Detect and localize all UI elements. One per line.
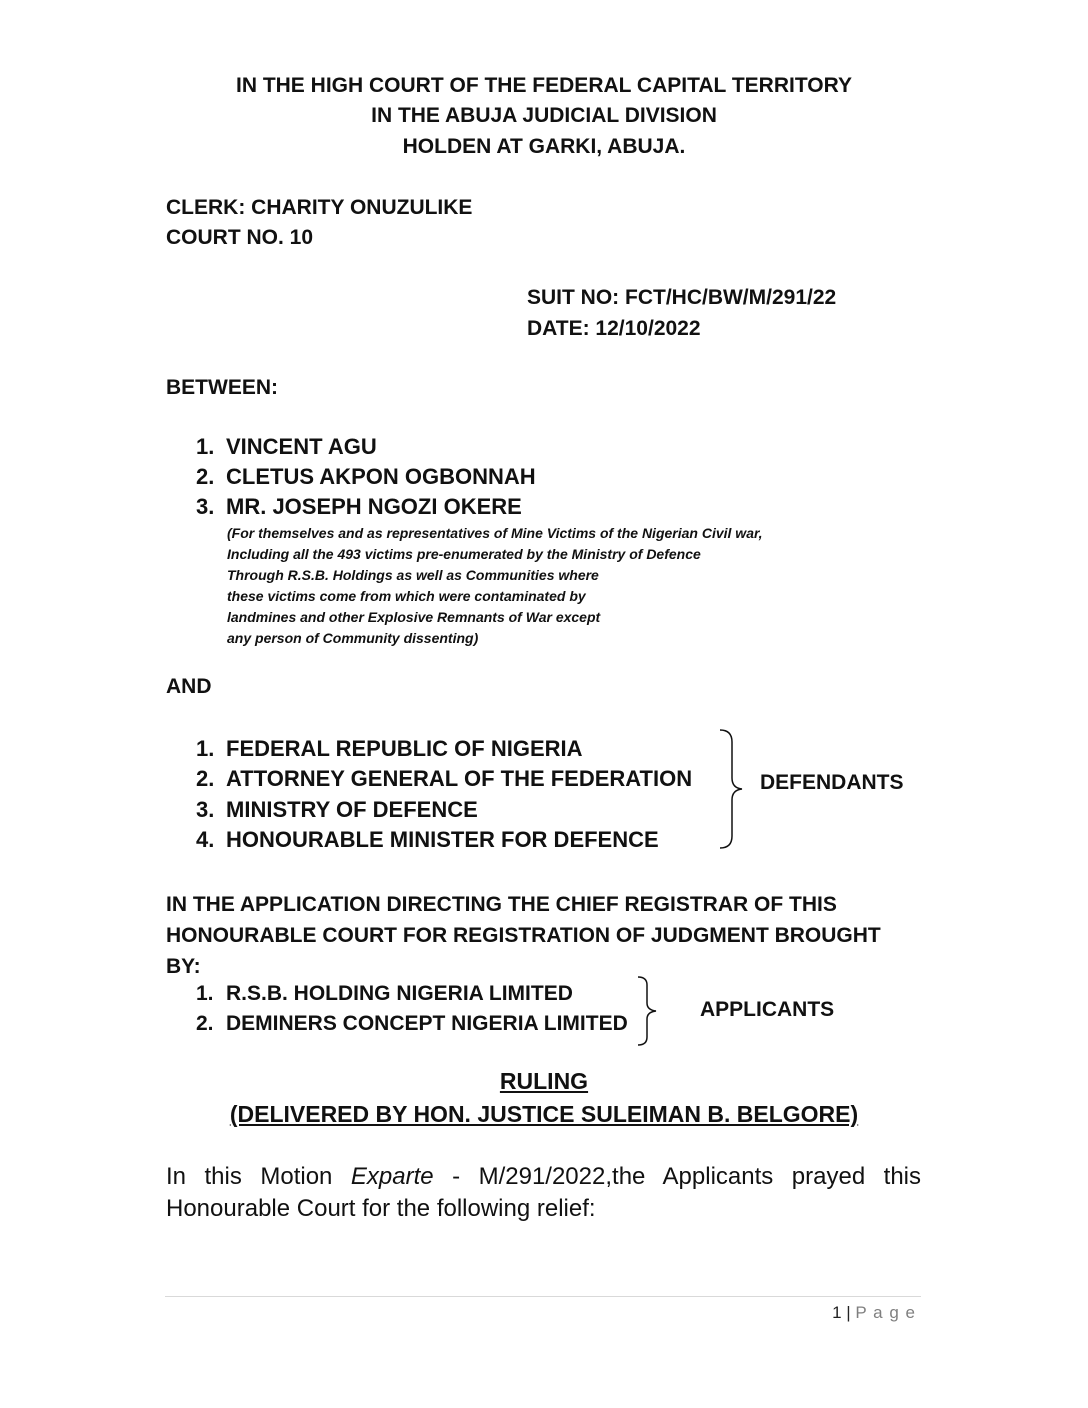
defendants-label: DEFENDANTS <box>760 771 904 794</box>
party-name: HONOURABLE MINISTER FOR DEFENCE <box>226 827 659 852</box>
footer-divider <box>165 1296 921 1297</box>
plaintiff-item <box>196 464 536 490</box>
ruling-date: DATE: 12/10/2022 <box>527 317 701 340</box>
court-title-line2: IN THE ABUJA JUDICIAL DIVISION <box>371 104 717 127</box>
defendant-item <box>196 827 659 853</box>
party-name: VINCENT AGU <box>226 434 377 459</box>
party-name: MINISTRY OF DEFENCE <box>226 797 478 822</box>
court-number: COURT NO. 10 <box>166 226 314 249</box>
note-line: these victims come from which were contaminated by <box>227 588 586 604</box>
note-line: landmines and other Explosive Remnants of War except <box>227 609 601 625</box>
list-number: 2. <box>196 766 215 791</box>
party-name: ATTORNEY GENERAL OF THE FEDERATION <box>226 766 693 791</box>
list-number: 2. <box>196 464 215 489</box>
note-line: (For themselves and as representatives of Mine Victims of the Nigerian Civil war, <box>227 525 763 541</box>
list-number: 2. <box>196 1012 214 1035</box>
ruling-title: RULING <box>499 1068 589 1094</box>
application-line: IN THE APPLICATION DIRECTING THE CHIEF REGISTRAR OF THIS <box>166 893 837 916</box>
body-text-italic: Exparte <box>350 1163 434 1190</box>
applicants-brace <box>632 975 662 1047</box>
defendant-item <box>196 797 478 823</box>
plaintiff-item <box>196 434 377 460</box>
plaintiff-item <box>196 494 522 520</box>
application-line: HONOURABLE COURT FOR REGISTRATION OF JUDGMENT BROUGHT <box>166 924 881 947</box>
applicant-item <box>196 982 573 1006</box>
suit-number: SUIT NO: FCT/HC/BW/M/291/22 <box>527 286 837 309</box>
application-line: BY: <box>166 955 201 978</box>
party-name: CLETUS AKPON OGBONNAH <box>226 464 536 489</box>
page-number: 1 <box>832 1303 842 1322</box>
applicant-item <box>196 1012 628 1036</box>
between-label: BETWEEN: <box>166 376 278 399</box>
list-number: 3. <box>196 494 215 519</box>
body-text-start: In this Motion <box>166 1163 351 1190</box>
party-name: FEDERAL REPUBLIC OF NIGERIA <box>226 736 583 761</box>
ruling-subtitle: (DELIVERED BY HON. JUSTICE SULEIMAN B. BELGORE) <box>229 1101 859 1127</box>
body-text-end: - M/291/2022,the Applicants prayed this Honourable Court for the following relief: <box>166 1163 922 1222</box>
page-label: P a g e <box>855 1303 916 1322</box>
defendant-item <box>196 766 692 792</box>
court-title-line1: IN THE HIGH COURT OF THE FEDERAL CAPITAL TERRITORY <box>235 74 852 97</box>
list-number: 1. <box>196 434 215 459</box>
note-line: Through R.S.B. Holdings as well as Communities where <box>227 567 599 583</box>
court-title-line3: HOLDEN AT GARKI, ABUJA. <box>402 135 686 158</box>
list-number: 1. <box>196 736 215 761</box>
representation-note <box>227 523 763 649</box>
defendants-brace <box>712 728 746 850</box>
party-name: R.S.B. HOLDING NIGERIA LIMITED <box>226 982 573 1005</box>
list-number: 3. <box>196 797 215 822</box>
note-line: Including all the 493 victims pre-enumerated by the Ministry of Defence <box>227 546 701 562</box>
list-number: 1. <box>196 982 214 1005</box>
page-separator: | <box>846 1303 851 1322</box>
clerk-name: CLERK: CHARITY ONUZULIKE <box>166 196 473 219</box>
party-name: MR. JOSEPH NGOZI OKERE <box>226 494 522 519</box>
and-label: AND <box>166 675 212 698</box>
body-paragraph <box>166 1161 921 1225</box>
note-line: any person of Community dissenting) <box>227 630 479 646</box>
page-footer <box>832 1303 916 1323</box>
list-number: 4. <box>196 827 215 852</box>
party-name: DEMINERS CONCEPT NIGERIA LIMITED <box>226 1012 628 1035</box>
applicants-label: APPLICANTS <box>700 998 835 1021</box>
application-text <box>166 889 881 982</box>
defendant-item <box>196 736 583 762</box>
